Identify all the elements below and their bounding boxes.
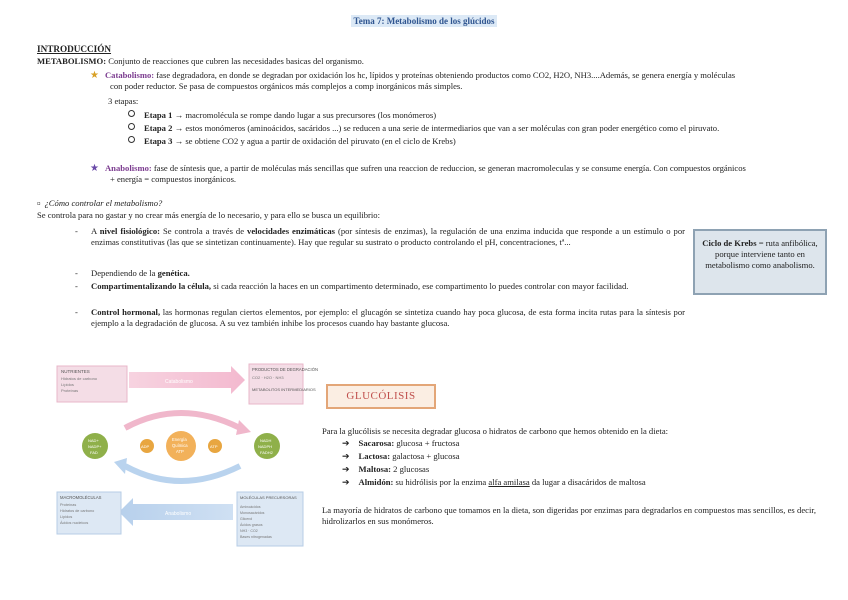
precursoras-title: MOLÉCULAS PRECURSORAS: [240, 495, 297, 500]
list-item: - Dependiendo de la genética.: [75, 268, 190, 278]
nutriente-label: Proteínas: [61, 388, 79, 393]
star-icon: ★: [90, 163, 99, 174]
cofactor-label: NADH: [260, 438, 272, 443]
atp-label: ATP: [210, 444, 218, 449]
macro-label: Hidratos de carbono: [60, 509, 95, 513]
glucolisis-intro: Para la glucólisis se necesita degradar glucosa o hidratos de carbono que hemos obtenido en la dieta:: [322, 426, 669, 436]
energy-label: Energía: [172, 437, 187, 442]
arrow-right-icon: ➔: [342, 464, 350, 474]
cycle-arrow-bottom: [125, 466, 240, 481]
metabolism-diagram: [55, 358, 319, 546]
precursora-label: Ácidos grasos: [240, 523, 263, 527]
etapas-heading: 3 etapas:: [108, 96, 139, 106]
cycle-arrow-top: [125, 413, 240, 428]
cycle-arrowhead: [114, 458, 127, 474]
precursora-label: Bases nitrogenadas: [240, 535, 272, 539]
cofactor-label: FAD: [90, 450, 98, 455]
etapa-item: Etapa 1 → macromolécula se rompe dando lugar a sus precursores (los monómeros): [128, 110, 436, 121]
productos-sub: CO2 · H2O · NH3: [252, 375, 284, 380]
list-item: - Compartimentalizando la célula, si cada reacción la haces en un compartimento determinado, ese compartimento lo puedes controlar con mayor facilidad.: [75, 281, 629, 291]
precursora-label: NH3 · CO2: [240, 529, 258, 533]
catabolismo-label: Catabolismo: [165, 379, 193, 385]
metabolitos-label: METABOLITOS INTERMEDIARIOS: [252, 387, 316, 392]
anabolismo-paragraph: ★ Anabolismo: fase de síntesis que, a partir de moléculas más sencillas que sufren una reaccion de reduccion, se generan macromoleculas y se consume energía. Con compuestos orgánicos + energía = compuestos inorgánicos.: [90, 163, 746, 184]
cofactor-label: NADPH: [258, 444, 273, 449]
list-item: ➔ Lactosa: galactosa + glucosa: [342, 451, 460, 461]
cofactor-label: NAD+: [88, 438, 99, 443]
arrow-right-icon: ➔: [342, 438, 350, 448]
circle-bullet-icon: [128, 136, 135, 143]
list-item: ➔ Sacarosa: glucosa + fructosa: [342, 438, 460, 448]
list-item: ➔ Maltosa: 2 glucosas: [342, 464, 430, 474]
list-item: ➔ Almidón: su hidrólisis por la enzima alfa amilasa da lugar a disacáridos de maltosa: [342, 477, 646, 487]
catabolismo-paragraph: ★ Catabolismo: fase degradadora, en donde se degradan por oxidación los hc, lípidos y proteínas obteniendo productos como CO2, H2O, NH3....Además, se genera energía y moléculas con poder reductor. Se pasa de compuestos orgánicos más complejos a comp inorgánicos más simples.: [90, 70, 736, 91]
etapa-item: Etapa 2 → estos monómeros (aminoácidos, sacáridos ...) se reducen a una serie de intermediarios que van a ser moléculas con gran poder energético como el piruvato.: [128, 123, 719, 134]
energy-label: Química: [172, 443, 188, 448]
control-question: ¤ ¿Cómo controlar el metabolismo?: [37, 198, 163, 208]
control-intro: Se controla para no gastar y no crear más energía de lo necesario, y para ello se busca un equilibrio:: [37, 210, 380, 220]
cofactor-label: FADH2: [260, 450, 273, 455]
adp-label: ADP: [141, 444, 150, 449]
precursora-label: Monosacáridos: [240, 511, 265, 515]
precursora-label: Aminoácidos: [240, 505, 261, 509]
metabolismo-definition: METABOLISMO: Conjunto de reacciones que cubren las necesidades basicas del organismo.: [37, 56, 364, 66]
nutriente-label: Lípidos: [61, 382, 74, 387]
macro-label: Ácidos nucleicos: [60, 521, 89, 525]
cofactor-label: NADP+: [88, 444, 102, 449]
list-item: - Control hormonal, las hormonas regulan ciertos elementos, por ejemplo: el glucagón se sintetiza cuando hay poca glucosa, de esta forma incita rutas para la síntesis por ejemplo a la degradación de glucosa. A su vez también inhibe los procesos cuando hay bastante glucosa.: [75, 307, 685, 328]
energy-label: ATP: [176, 449, 184, 454]
macro-label: Proteínas: [60, 503, 77, 507]
glucolisis-heading-box: GLUCÓLISIS: [326, 384, 436, 409]
krebs-note-box: Ciclo de Krebs = ruta anfibólica, porque interviene tanto en metabolismo como anabolismo.: [693, 229, 827, 295]
productos-title: PRODUCTOS DE DEGRADACIÓN: [252, 367, 319, 372]
star-icon: ★: [90, 70, 99, 81]
circle-bullet-icon: [128, 123, 135, 130]
precursora-label: Glicerol: [240, 517, 253, 521]
intro-heading: INTRODUCCIÓN: [37, 44, 112, 54]
arrow-right-icon: ➔: [342, 451, 350, 461]
etapa-item: Etapa 3 → se obtiene CO2 y agua a partir de oxidación del piruvato (en el ciclo de Krebs): [128, 136, 456, 147]
nutrientes-title: NUTRIENTES: [61, 369, 90, 374]
page-title: Tema 7: Metabolismo de los glúcidos: [0, 16, 848, 27]
circle-bullet-icon: [128, 110, 135, 117]
cycle-arrowhead: [236, 420, 251, 435]
macro-title: MACROMOLÉCULAS: [60, 495, 102, 500]
list-item: - A nivel fisiológico: Se controla a través de velocidades enzimáticas (por síntesis de enzimas), la regulación de una enzima inducida que responde a un estímulo o por enzimas constitutivas (las que se sintetizan continuamente). Hay que regular su sustrato o producto controlando el pH, concentraciones, tª...: [75, 226, 686, 247]
macro-label: Lípidos: [60, 515, 73, 519]
arrow-right-icon: ➔: [342, 477, 350, 487]
anabolismo-label: Anabolismo: [165, 511, 192, 517]
glucolisis-paragraph: La mayoría de hidratos de carbono que tomamos en la dieta, son digeridas por enzimas para degradarlos en compuestos mas sencillos, es decir, hidrolizarlos en sus monómeros.: [322, 505, 816, 526]
nutriente-label: Hidratos de carbono: [61, 376, 98, 381]
